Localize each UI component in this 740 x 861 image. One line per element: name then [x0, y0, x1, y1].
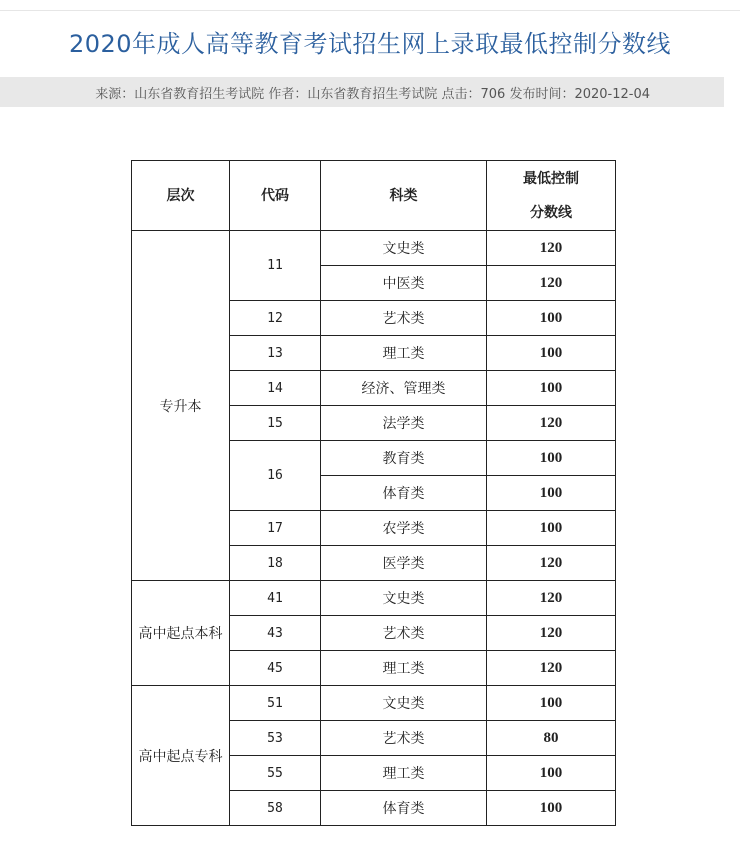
- category-cell: 经济、管理类: [321, 371, 487, 406]
- score-cell: 120: [487, 231, 616, 266]
- category-cell: 体育类: [321, 791, 487, 826]
- code-cell: 58: [230, 791, 321, 826]
- meta-bar: [0, 77, 724, 107]
- level-cell: 高中起点专科: [132, 686, 230, 826]
- score-cell: 120: [487, 546, 616, 581]
- code-cell: 11: [230, 231, 321, 301]
- header-category: 科类: [321, 161, 487, 231]
- score-cell: 100: [487, 336, 616, 371]
- category-cell: 理工类: [321, 756, 487, 791]
- score-cell: 100: [487, 476, 616, 511]
- code-cell: 12: [230, 301, 321, 336]
- code-cell: 14: [230, 371, 321, 406]
- score-cell: 80: [487, 721, 616, 756]
- category-cell: 体育类: [321, 476, 487, 511]
- code-cell: 43: [230, 616, 321, 651]
- table-header-row: [132, 161, 616, 231]
- level-cell: 高中起点本科: [132, 581, 230, 686]
- score-table: [131, 160, 616, 826]
- score-cell: 100: [487, 791, 616, 826]
- score-cell: 100: [487, 511, 616, 546]
- code-cell: 45: [230, 651, 321, 686]
- table-row: [132, 231, 616, 266]
- header-score-line2: 分数线: [530, 204, 572, 221]
- score-cell: 100: [487, 756, 616, 791]
- category-cell: 艺术类: [321, 721, 487, 756]
- table-body: [132, 231, 616, 826]
- category-cell: 理工类: [321, 651, 487, 686]
- category-cell: 艺术类: [321, 301, 487, 336]
- header-level: 层次: [132, 161, 230, 231]
- code-cell: 13: [230, 336, 321, 371]
- code-cell: 18: [230, 546, 321, 581]
- article-meta: 来源：山东省教育招生考试院 作者：山东省教育招生考试院 点击：706 发布时间：2020-12-04: [95, 87, 650, 102]
- category-cell: 医学类: [321, 546, 487, 581]
- score-cell: 100: [487, 686, 616, 721]
- score-cell: 120: [487, 616, 616, 651]
- category-cell: 文史类: [321, 581, 487, 616]
- code-cell: 53: [230, 721, 321, 756]
- category-cell: 理工类: [321, 336, 487, 371]
- table-row: [132, 581, 616, 616]
- score-cell: 120: [487, 651, 616, 686]
- score-cell: 120: [487, 406, 616, 441]
- score-cell: 120: [487, 266, 616, 301]
- code-cell: 55: [230, 756, 321, 791]
- code-cell: 51: [230, 686, 321, 721]
- header-code: 代码: [230, 161, 321, 231]
- header-score: [487, 161, 616, 231]
- page-title: 2020年成人高等教育考试招生网上录取最低控制分数线: [68, 30, 672, 58]
- category-cell: 农学类: [321, 511, 487, 546]
- category-cell: 文史类: [321, 231, 487, 266]
- level-cell: 专升本: [132, 231, 230, 581]
- score-cell: 120: [487, 581, 616, 616]
- code-cell: 41: [230, 581, 321, 616]
- category-cell: 文史类: [321, 686, 487, 721]
- category-cell: 中医类: [321, 266, 487, 301]
- category-cell: 艺术类: [321, 616, 487, 651]
- code-cell: 15: [230, 406, 321, 441]
- score-cell: 100: [487, 371, 616, 406]
- score-cell: 100: [487, 301, 616, 336]
- header-score-line1: 最低控制: [523, 170, 579, 187]
- table-row: [132, 686, 616, 721]
- code-cell: 17: [230, 511, 321, 546]
- score-cell: 100: [487, 441, 616, 476]
- top-divider: [0, 0, 740, 11]
- category-cell: 教育类: [321, 441, 487, 476]
- code-cell: 16: [230, 441, 321, 511]
- category-cell: 法学类: [321, 406, 487, 441]
